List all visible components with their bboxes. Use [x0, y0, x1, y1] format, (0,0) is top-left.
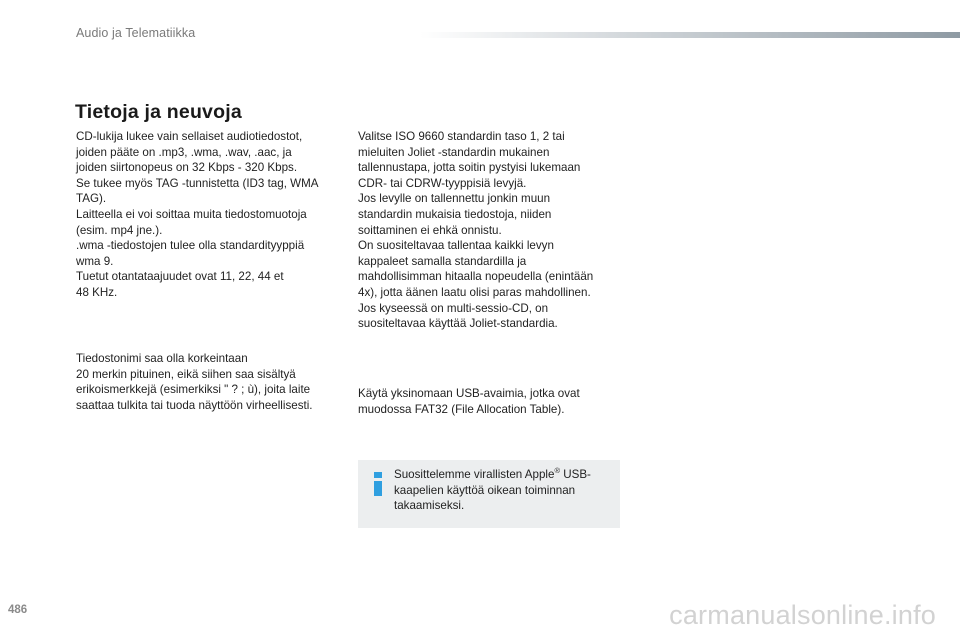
right-paragraph-usb: Käytä yksinomaan USB-avaimia, jotka ovat muodossa FAT32 (File Allocation Table).: [358, 387, 580, 416]
right-paragraph-iso9660: Valitse ISO 9660 standardin taso 1, 2 tai mieluiten Joliet -standardin mukainen tallennustapa, jotta soitin pystyisi lukemaan CDR- tai CDRW-tyyppisiä levyjä. Jos levylle on tallennettu jonkin muun standardin mukaisia tiedostoja, niiden soittaminen ei ehkä onnistu. On suositeltavaa tallentaa kaikki levyn kappaleet samalla standardilla ja mahdollisimman hitaalla nopeudella (enintään 4x), jotta äänen laatu olisi paras mahdollinen. Jos kyseessä on multi-sessio-CD, on suositeltavaa käyttää Joliet-standardia.: [358, 130, 594, 331]
watermark: carmanualsonline.info: [669, 600, 936, 630]
section-header-title: Audio ja Telematiikka: [76, 26, 196, 40]
info-icon: [370, 472, 386, 496]
left-paragraph-cd-formats: CD-lukija lukee vain sellaiset audiotiedostot, joiden pääte on .mp3, .wma, .wav, .aac, ja joiden siirtonopeus on 32 Kbps - 320 Kbps. Se tukee myös TAG -tunnistetta (ID3 tag, WMA TAG). Laitteella ei voi soittaa muita tiedostomuotoja (esim. mp4 jne.). .wma -tiedostojen tulee olla standardityyppiä wma 9. Tuetut otantataajuudet ovat 11, 22, 44 et 48 KHz.: [76, 130, 319, 299]
info-text-part-1: Suosittelemme virallisten Apple: [394, 468, 555, 481]
page-number: 486: [8, 604, 28, 616]
page-title: Tietoja ja neuvoja: [75, 101, 242, 123]
info-note-text: [394, 467, 616, 514]
header-gradient-rule: [420, 32, 960, 38]
info-note-box: [358, 460, 620, 528]
registered-mark: ®: [554, 466, 560, 475]
left-paragraph-filenames: Tiedostonimi saa olla korkeintaan 20 merkin pituinen, eikä siihen saa sisältyä erikoismerkkejä (esimerkiksi " ? ; ù), joita laite saattaa tulkita tai tuoda näyttöön virheellisesti.: [76, 352, 313, 412]
info-text-part-2: USB-kaapelien käyttöä oikean toiminnan takaamiseksi.: [394, 468, 591, 513]
